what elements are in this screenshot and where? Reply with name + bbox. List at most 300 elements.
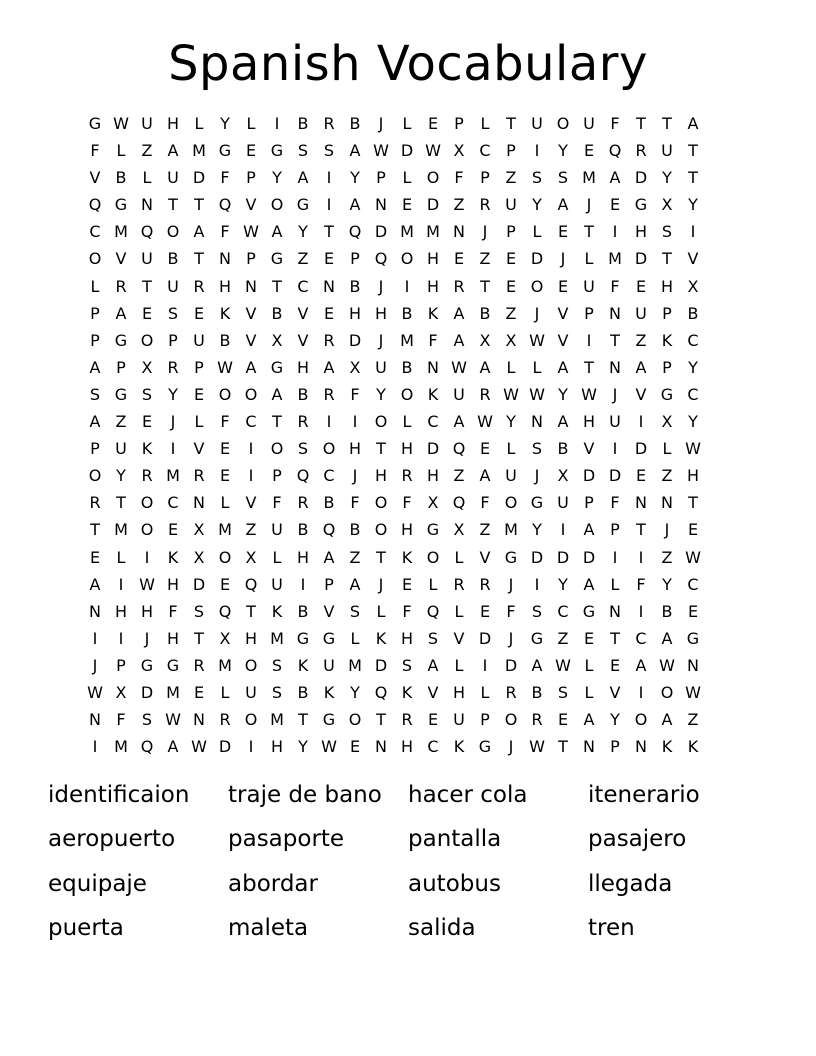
grid-letter: P <box>324 574 334 594</box>
grid-letter: N <box>89 601 101 621</box>
grid-letter: T <box>272 276 282 296</box>
grid-letter: E <box>323 249 335 269</box>
grid-letter: M <box>166 682 180 702</box>
grid-letter: V <box>323 601 335 621</box>
grid-letter: J <box>170 412 176 432</box>
grid-letter: H <box>400 737 414 757</box>
grid-letter: L <box>480 682 490 702</box>
grid-letter: L <box>90 276 100 296</box>
grid-letter: B <box>349 114 361 133</box>
word-list-item: pasajero <box>588 826 687 852</box>
grid-letter: N <box>323 276 335 296</box>
grid-letter: J <box>92 655 98 675</box>
grid-row <box>82 164 740 191</box>
grid-letter: A <box>453 330 465 350</box>
grid-letter: B <box>349 276 361 296</box>
grid-letter: E <box>245 141 257 161</box>
grid-letter: Z <box>453 466 465 486</box>
grid-letter: T <box>142 276 152 296</box>
grid-letter: W <box>217 357 233 377</box>
grid-letter: P <box>480 710 490 730</box>
grid-letter: Q <box>374 682 388 702</box>
grid-letter: J <box>508 574 514 594</box>
grid-letter: K <box>661 737 673 757</box>
grid-letter: L <box>402 114 412 133</box>
grid-letter: N <box>375 195 387 215</box>
grid-letter: L <box>662 439 672 459</box>
grid-letter: U <box>635 303 647 323</box>
grid-letter: G <box>88 114 102 133</box>
grid-letter: G <box>660 384 674 404</box>
grid-letter: O <box>244 710 258 730</box>
grid-letter: G <box>114 384 128 404</box>
grid-letter: O <box>374 493 388 513</box>
grid-letter: Y <box>220 114 230 133</box>
grid-letter: G <box>114 330 128 350</box>
grid-letter: E <box>557 222 569 242</box>
grid-letter: Q <box>322 520 336 540</box>
grid-letter: X <box>453 141 465 161</box>
grid-letter: I <box>612 547 618 567</box>
grid-letter: B <box>687 303 699 323</box>
grid-letter: O <box>504 710 518 730</box>
grid-letter: Q <box>296 466 310 486</box>
grid-letter: Y <box>532 195 542 215</box>
grid-letter: D <box>582 466 596 486</box>
grid-letter: G <box>426 520 440 540</box>
grid-letter: E <box>505 249 517 269</box>
grid-letter: R <box>297 493 309 513</box>
grid-row <box>82 327 740 354</box>
grid-letter: P <box>90 303 100 323</box>
grid-letter: F <box>610 114 620 133</box>
grid-letter: K <box>401 547 413 567</box>
grid-letter: P <box>246 249 256 269</box>
grid-letter: W <box>243 222 259 242</box>
grid-letter: Y <box>688 412 698 432</box>
grid-letter: O <box>374 412 388 432</box>
grid-letter: F <box>220 168 230 188</box>
grid-letter: S <box>557 168 569 188</box>
grid-letter: O <box>244 655 258 675</box>
grid-letter: U <box>505 195 517 215</box>
grid-letter: L <box>402 412 412 432</box>
grid-letter: P <box>116 357 126 377</box>
grid-letter: T <box>194 195 204 215</box>
grid-letter: M <box>114 222 128 242</box>
grid-letter: W <box>685 547 701 567</box>
grid-letter: W <box>685 682 701 702</box>
grid-letter: D <box>582 547 596 567</box>
grid-letter: A <box>89 574 101 594</box>
grid-letter: I <box>274 114 280 133</box>
grid-letter: X <box>557 466 569 486</box>
grid-letter: N <box>531 412 543 432</box>
grid-letter: Y <box>688 357 698 377</box>
grid-letter: J <box>482 222 488 242</box>
grid-row <box>82 191 740 218</box>
grid-letter: L <box>272 547 282 567</box>
grid-letter: Y <box>168 384 178 404</box>
grid-letter: P <box>610 520 620 540</box>
grid-letter: A <box>687 114 699 133</box>
grid-letter: P <box>116 655 126 675</box>
grid-letter: Y <box>558 384 568 404</box>
grid-letter: W <box>529 384 545 404</box>
grid-letter: G <box>270 357 284 377</box>
grid-letter: F <box>636 574 646 594</box>
grid-letter: X <box>271 330 283 350</box>
grid-letter: V <box>245 303 257 323</box>
grid-letter: O <box>244 384 258 404</box>
word-list-item: salida <box>408 915 476 941</box>
grid-letter: Y <box>532 520 542 540</box>
grid-letter: I <box>92 628 98 648</box>
grid-letter: A <box>89 412 101 432</box>
grid-letter: L <box>142 168 152 188</box>
grid-letter: R <box>323 330 335 350</box>
grid-letter: F <box>272 493 282 513</box>
grid-letter: Z <box>687 710 699 730</box>
grid-letter: I <box>534 574 540 594</box>
grid-letter: R <box>323 384 335 404</box>
grid-letter: P <box>584 303 594 323</box>
grid-letter: X <box>427 493 439 513</box>
grid-letter: V <box>193 439 205 459</box>
grid-letter: D <box>634 168 648 188</box>
grid-letter: C <box>479 141 491 161</box>
grid-letter: I <box>690 222 696 242</box>
grid-letter: D <box>556 547 570 567</box>
grid-letter: V <box>687 249 699 269</box>
grid-letter: X <box>479 330 491 350</box>
grid-letter: H <box>166 574 180 594</box>
grid-letter: X <box>245 547 257 567</box>
grid-letter: L <box>350 628 360 648</box>
grid-letter: E <box>453 249 465 269</box>
grid-letter: I <box>586 330 592 350</box>
grid-letter: I <box>638 682 644 702</box>
grid-letter: T <box>688 493 698 513</box>
grid-letter: T <box>376 439 386 459</box>
grid-letter: L <box>116 547 126 567</box>
grid-letter: X <box>661 412 673 432</box>
grid-letter: H <box>348 439 362 459</box>
grid-letter: Y <box>116 466 126 486</box>
grid-letter: Q <box>608 141 622 161</box>
grid-letter: K <box>661 330 673 350</box>
grid-letter: I <box>326 412 332 432</box>
grid-letter: G <box>270 141 284 161</box>
grid-letter: B <box>661 601 673 621</box>
grid-letter: F <box>220 412 230 432</box>
grid-letter: A <box>557 357 569 377</box>
grid-letter: N <box>635 737 647 757</box>
grid-letter: A <box>427 655 439 675</box>
grid-letter: V <box>297 303 309 323</box>
grid-row <box>82 354 740 381</box>
grid-letter: U <box>609 412 621 432</box>
grid-letter: O <box>348 710 362 730</box>
grid-row <box>82 110 740 137</box>
word-list-item: tren <box>588 915 635 941</box>
grid-letter: S <box>531 601 543 621</box>
grid-letter: D <box>426 439 440 459</box>
grid-letter: K <box>687 737 699 757</box>
grid-letter: L <box>116 141 126 161</box>
grid-letter: P <box>168 330 178 350</box>
grid-letter: P <box>506 222 516 242</box>
grid-letter: O <box>270 195 284 215</box>
grid-row <box>82 218 740 245</box>
word-list-item: pasaporte <box>228 826 345 852</box>
grid-letter: Z <box>635 330 647 350</box>
grid-letter: F <box>480 493 490 513</box>
grid-letter: H <box>634 222 648 242</box>
grid-letter: Y <box>610 710 620 730</box>
grid-letter: T <box>194 628 204 648</box>
word-list-item: hacer cola <box>408 782 528 808</box>
grid-letter: M <box>400 330 414 350</box>
grid-letter: I <box>170 439 176 459</box>
grid-letter: L <box>220 682 230 702</box>
grid-letter: J <box>378 574 384 594</box>
grid-letter: A <box>453 303 465 323</box>
grid-letter: V <box>557 330 569 350</box>
grid-letter: R <box>401 710 413 730</box>
grid-letter: F <box>610 493 620 513</box>
grid-letter: V <box>89 168 101 188</box>
grid-letter: G <box>114 195 128 215</box>
grid-letter: B <box>349 520 361 540</box>
grid-letter: H <box>348 303 362 323</box>
grid-letter: N <box>141 195 153 215</box>
grid-letter: U <box>531 114 543 133</box>
grid-letter: E <box>193 682 205 702</box>
grid-letter: T <box>376 710 386 730</box>
grid-letter: F <box>116 710 126 730</box>
grid-letter: W <box>529 737 545 757</box>
grid-letter: P <box>90 330 100 350</box>
grid-letter: B <box>557 439 569 459</box>
grid-letter: T <box>688 141 698 161</box>
grid-letter: W <box>581 384 597 404</box>
grid-letter: D <box>426 195 440 215</box>
grid-letter: P <box>480 168 490 188</box>
grid-letter: E <box>609 195 621 215</box>
grid-row <box>82 408 740 435</box>
grid-letter: R <box>167 357 179 377</box>
grid-letter: A <box>271 384 283 404</box>
grid-letter: Q <box>426 601 440 621</box>
grid-letter: T <box>168 195 178 215</box>
grid-letter: P <box>454 114 464 133</box>
grid-letter: S <box>531 168 543 188</box>
grid-letter: A <box>609 168 621 188</box>
grid-letter: K <box>297 655 309 675</box>
grid-letter: A <box>349 195 361 215</box>
word-list-item: aeropuerto <box>48 826 176 852</box>
grid-letter: H <box>374 303 388 323</box>
grid-letter: G <box>296 195 310 215</box>
grid-letter: L <box>376 601 386 621</box>
grid-letter: N <box>635 493 647 513</box>
grid-letter: B <box>479 303 491 323</box>
grid-letter: A <box>531 655 543 675</box>
grid-letter: M <box>348 655 362 675</box>
grid-letter: A <box>583 574 595 594</box>
grid-letter: N <box>89 710 101 730</box>
grid-letter: E <box>687 601 699 621</box>
grid-letter: O <box>426 168 440 188</box>
grid-letter: G <box>582 601 596 621</box>
grid-letter: W <box>529 330 545 350</box>
grid-letter: V <box>297 330 309 350</box>
grid-letter: G <box>270 249 284 269</box>
grid-letter: H <box>400 439 414 459</box>
grid-letter: T <box>324 222 334 242</box>
grid-letter: E <box>427 710 439 730</box>
grid-letter: I <box>92 737 98 757</box>
grid-letter: R <box>479 195 491 215</box>
grid-letter: I <box>612 222 618 242</box>
word-list-item: identificaion <box>48 782 190 808</box>
grid-letter: Y <box>272 168 282 188</box>
grid-row <box>82 137 740 164</box>
grid-letter: O <box>400 384 414 404</box>
grid-letter: Z <box>349 547 361 567</box>
grid-letter: E <box>557 276 569 296</box>
grid-letter: C <box>635 628 647 648</box>
grid-letter: R <box>531 710 543 730</box>
grid-letter: Y <box>506 412 516 432</box>
grid-letter: E <box>479 601 491 621</box>
grid-letter: D <box>634 439 648 459</box>
grid-row <box>82 598 740 625</box>
grid-letter: O <box>166 222 180 242</box>
grid-letter: G <box>634 195 648 215</box>
grid-letter: O <box>530 276 544 296</box>
grid-letter: T <box>480 276 490 296</box>
grid-letter: E <box>219 466 231 486</box>
grid-letter: M <box>192 141 206 161</box>
grid-letter: T <box>506 114 516 133</box>
grid-letter: I <box>248 439 254 459</box>
word-search-grid <box>82 110 740 760</box>
grid-letter: W <box>451 357 467 377</box>
word-list-item: puerta <box>48 915 124 941</box>
grid-letter: P <box>194 357 204 377</box>
grid-letter: N <box>583 737 595 757</box>
grid-letter: I <box>352 412 358 432</box>
grid-letter: A <box>661 628 673 648</box>
grid-letter: M <box>608 249 622 269</box>
grid-letter: R <box>115 276 127 296</box>
grid-letter: H <box>166 628 180 648</box>
grid-letter: R <box>479 574 491 594</box>
grid-letter: D <box>218 737 232 757</box>
grid-letter: Q <box>88 195 102 215</box>
grid-letter: J <box>560 249 566 269</box>
grid-row <box>82 652 740 679</box>
grid-letter: F <box>454 168 464 188</box>
grid-letter: Y <box>558 574 568 594</box>
grid-letter: X <box>505 330 517 350</box>
grid-letter: V <box>557 303 569 323</box>
grid-letter: I <box>144 547 150 567</box>
grid-letter: B <box>401 357 413 377</box>
grid-letter: N <box>245 276 257 296</box>
grid-letter: F <box>402 493 412 513</box>
grid-letter: A <box>245 357 257 377</box>
grid-letter: T <box>558 737 568 757</box>
grid-letter: K <box>323 682 335 702</box>
grid-letter: I <box>638 412 644 432</box>
grid-letter: T <box>90 520 100 540</box>
grid-letter: T <box>610 628 620 648</box>
grid-letter: J <box>612 384 618 404</box>
grid-letter: L <box>454 601 464 621</box>
grid-letter: U <box>557 493 569 513</box>
grid-letter: D <box>634 249 648 269</box>
grid-letter: X <box>349 357 361 377</box>
grid-letter: L <box>532 222 542 242</box>
grid-letter: L <box>506 357 516 377</box>
grid-letter: E <box>427 114 439 133</box>
grid-letter: L <box>454 547 464 567</box>
grid-letter: H <box>114 601 128 621</box>
word-list-item: llegada <box>588 871 673 897</box>
grid-letter: S <box>271 655 283 675</box>
grid-letter: Z <box>661 466 673 486</box>
grid-letter: U <box>453 710 465 730</box>
grid-letter: E <box>141 303 153 323</box>
grid-letter: H <box>426 466 440 486</box>
grid-letter: A <box>193 222 205 242</box>
grid-letter: R <box>453 574 465 594</box>
grid-letter: H <box>374 466 388 486</box>
grid-letter: X <box>141 357 153 377</box>
grid-letter: M <box>400 222 414 242</box>
grid-letter: G <box>530 493 544 513</box>
grid-letter: V <box>479 547 491 567</box>
grid-letter: F <box>428 330 438 350</box>
grid-letter: W <box>191 737 207 757</box>
grid-letter: Q <box>140 222 154 242</box>
grid-row <box>82 544 740 571</box>
grid-letter: R <box>193 276 205 296</box>
grid-letter: A <box>349 141 361 161</box>
grid-letter: W <box>87 682 103 702</box>
grid-letter: O <box>504 493 518 513</box>
grid-letter: H <box>140 601 154 621</box>
grid-letter: F <box>220 222 230 242</box>
grid-letter: Q <box>218 195 232 215</box>
grid-letter: G <box>478 737 492 757</box>
grid-letter: S <box>167 303 179 323</box>
grid-letter: L <box>480 114 490 133</box>
grid-letter: C <box>687 574 699 594</box>
grid-letter: J <box>144 628 150 648</box>
grid-letter: Y <box>298 222 308 242</box>
grid-letter: Z <box>557 628 569 648</box>
grid-letter: N <box>219 249 231 269</box>
grid-letter: H <box>426 249 440 269</box>
grid-letter: V <box>583 439 595 459</box>
grid-letter: J <box>508 628 514 648</box>
grid-letter: I <box>560 520 566 540</box>
grid-letter: E <box>687 520 699 540</box>
